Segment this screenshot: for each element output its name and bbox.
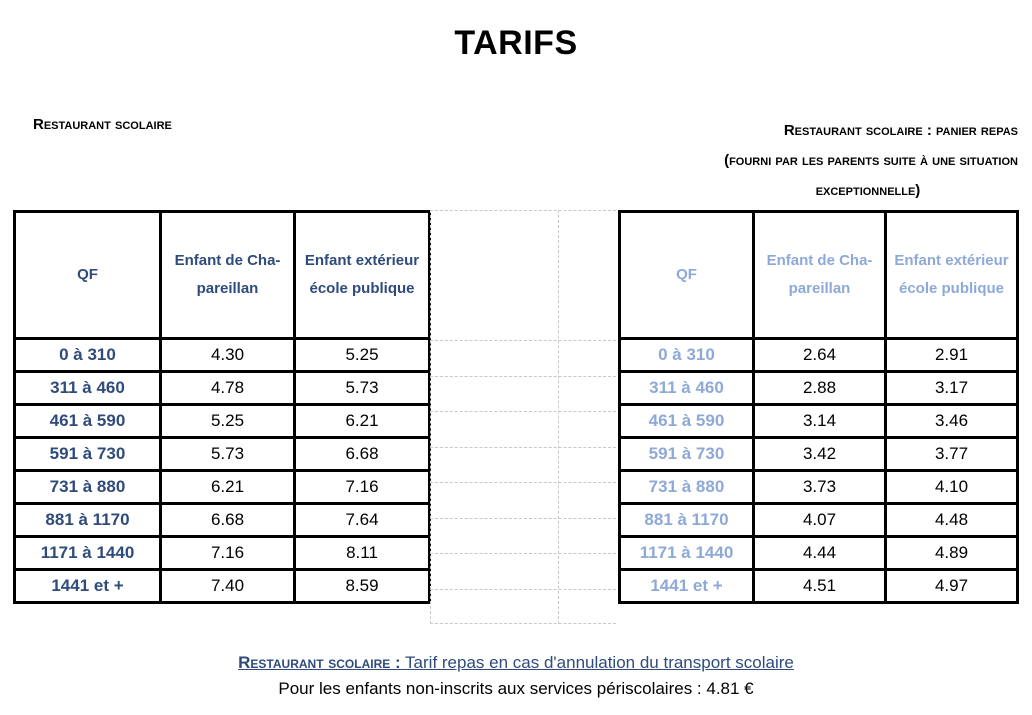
qf-cell: 311 à 460 [620,372,754,405]
price-cell: 2.91 [886,339,1018,372]
price-cell: 4.97 [886,570,1018,603]
price-cell: 3.42 [754,438,886,471]
price-cell: 4.30 [161,339,295,372]
price-cell: 2.64 [754,339,886,372]
right-section-label-line3: exceptionnelle) [815,182,921,199]
table-row [15,372,430,405]
table-row [15,339,430,372]
header-enfant-chapareillan: Enfant de Cha-pareillan [161,212,295,339]
price-cell: 3.77 [886,438,1018,471]
table-row [620,471,1018,504]
table-row [15,405,430,438]
qf-cell: 0 à 310 [620,339,754,372]
price-cell: 7.16 [295,471,430,504]
qf-cell: 881 à 1170 [15,504,161,537]
header-qf: QF [15,212,161,339]
table-row [620,339,1018,372]
qf-cell: 0 à 310 [15,339,161,372]
qf-cell: 1441 et + [620,570,754,603]
qf-cell: 1171 à 1440 [15,537,161,570]
price-cell: 4.07 [754,504,886,537]
header-qf: QF [620,212,754,339]
price-cell: 2.88 [754,372,886,405]
price-cell: 3.73 [754,471,886,504]
price-cell: 3.46 [886,405,1018,438]
price-cell: 8.11 [295,537,430,570]
qf-cell: 591 à 730 [620,438,754,471]
price-cell: 3.17 [886,372,1018,405]
table-header-row [15,212,430,339]
right-section-label-line2: (fourni par les parents suite à une situation [724,152,1018,169]
price-cell: 5.25 [161,405,295,438]
qf-cell: 591 à 730 [15,438,161,471]
table-row [15,537,430,570]
table-row [15,504,430,537]
qf-cell: 1441 et + [15,570,161,603]
price-cell: 7.40 [161,570,295,603]
table-gap-gridlines [430,210,616,624]
footer-heading [0,653,1032,673]
table-row [620,372,1018,405]
page-title: TARIFS [454,24,578,62]
price-cell: 4.89 [886,537,1018,570]
header-enfant-exterieur: Enfant extérieur école publique [886,212,1018,339]
right-tariff-table [618,210,1019,604]
table-row [620,537,1018,570]
price-cell: 4.10 [886,471,1018,504]
header-enfant-chapareillan: Enfant de Cha-pareillan [754,212,886,339]
table-row [620,405,1018,438]
right-section-label-line1: Restaurant scolaire : panier repas [783,122,1018,139]
footer-note: Pour les enfants non-inscrits aux services périscolaires : 4.81 € [278,679,754,698]
price-cell: 6.21 [161,471,295,504]
price-cell: 5.25 [295,339,430,372]
price-cell: 7.16 [161,537,295,570]
left-section-label: Restaurant scolaire [33,116,172,133]
price-cell: 4.51 [754,570,886,603]
price-cell: 4.78 [161,372,295,405]
left-tariff-table [13,210,431,604]
price-cell: 5.73 [161,438,295,471]
qf-cell: 881 à 1170 [620,504,754,537]
price-cell: 8.59 [295,570,430,603]
price-cell: 4.44 [754,537,886,570]
table-row [620,570,1018,603]
table-header-row [620,212,1018,339]
price-cell: 6.68 [295,438,430,471]
table-row [620,438,1018,471]
header-enfant-exterieur: Enfant extérieur école publique [295,212,430,339]
qf-cell: 731 à 880 [15,471,161,504]
footer-heading-text: Tarif repas en cas d'annulation du transport scolaire [400,653,794,672]
price-cell: 7.64 [295,504,430,537]
price-cell: 3.14 [754,405,886,438]
price-cell: 6.21 [295,405,430,438]
price-cell: 5.73 [295,372,430,405]
table-row [620,504,1018,537]
qf-cell: 731 à 880 [620,471,754,504]
qf-cell: 311 à 460 [15,372,161,405]
right-section-label [588,116,1018,206]
price-cell: 6.68 [161,504,295,537]
qf-cell: 461 à 590 [620,405,754,438]
price-cell: 4.48 [886,504,1018,537]
footer-heading-label: Restaurant scolaire : [238,653,401,672]
table-row [15,471,430,504]
qf-cell: 1171 à 1440 [620,537,754,570]
qf-cell: 461 à 590 [15,405,161,438]
table-row [15,438,430,471]
table-row [15,570,430,603]
